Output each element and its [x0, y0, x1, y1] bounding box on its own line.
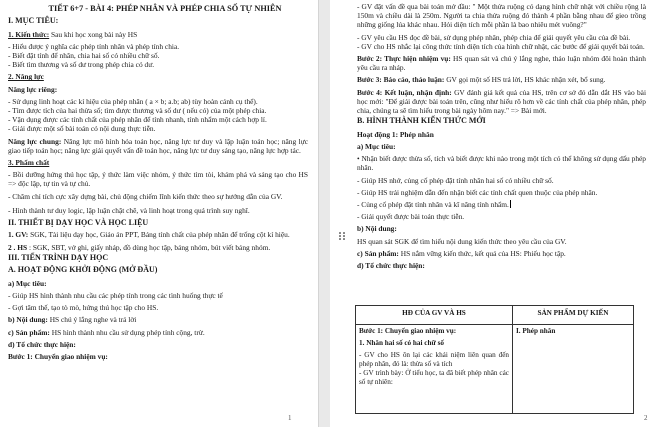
list-item: - Chăm chỉ tích cực xây dựng bài, chủ động chiếm lĩnh kiến thức theo sự hướng dẫn của GV.	[8, 191, 283, 201]
section-a-heading: A. HOẠT ĐỘNG KHỞI ĐỘNG (MỞ ĐẦU)	[8, 265, 158, 275]
hs-materials	[8, 243, 308, 252]
general-competence-label: Năng lực chung:	[8, 136, 62, 146]
knowledge-list	[8, 42, 308, 70]
list-item: - Sử dụng linh hoạt các kí hiệu của phép nhân ( a × b; a.b; ab) tùy hoàn cảnh cụ thể).	[8, 96, 258, 106]
general-competence-paragraph	[8, 137, 308, 155]
content-label: b) Nội dung:	[8, 315, 48, 325]
table-line: - GV cho HS ôn lại các khái niệm liên quan đến phép nhân, đó là: thừa số và tích	[359, 351, 509, 368]
content-label: b) Nội dung:	[357, 224, 397, 234]
specific-competence-list	[8, 97, 308, 134]
goal-label: a) Mục tiêu:	[8, 278, 47, 288]
step3-label: Bước 3: Báo cáo, thảo luận:	[357, 75, 445, 85]
general-competence-text: Năng lực mô hình hóa toán học, năng lực tư duy và lập luận toán học; năng lực giao tiếp toán học; năng lực giải quyết vấn đề toán học, năng lực tư duy sáng tạo, năng lực hợp tác.	[8, 136, 308, 155]
list-item[interactable]	[357, 200, 646, 209]
table-subheading: 1. Nhân hai số có hai chữ số	[359, 339, 444, 347]
document-page-1	[0, 0, 318, 427]
product-paragraph	[357, 249, 646, 258]
gv-materials	[8, 230, 308, 239]
goal-label: a) Mục tiêu:	[357, 141, 396, 151]
intro-paragraph: - GV đặt vấn đề qua bài toán mở đầu: " Một thửa ruộng có dạng hình chữ nhật với chiều rộng là 150m và chiều dài là 250m. Người ta chia thửa ruộng đó thành 4 phần bằng nhau để gieo trồng những giống lúa khác nhau. Hỏi diện tích mỗi phần là bao nhiêu mét vuông?"	[357, 2, 646, 30]
list-item: - Bồi dưỡng hứng thú học tập, ý thức làm việc nhóm, ý thức tìm tòi, khám phá và sáng tạo cho HS => độc lập, tự tin và tự chủ.	[8, 170, 308, 189]
list-item: - Giúp HS hình thành nhu cầu các phép tính trong các tình huống thực tế	[8, 291, 223, 301]
section-objectives-heading: I. MỤC TIÊU:	[8, 16, 59, 25]
page-number: 2	[644, 414, 648, 422]
knowledge-label: 1. Kiến thức:	[8, 29, 50, 39]
organize-label: d) Tổ chức thực hiện:	[357, 260, 425, 270]
list-item: - Biết tìm thương và số dư trong phép chia có dư.	[8, 60, 155, 70]
table-step-label: Bước 1: Chuyển giao nhiệm vụ:	[359, 327, 457, 335]
table-cell-product[interactable]	[513, 325, 634, 414]
competence-heading: 2. Năng lực	[8, 72, 44, 82]
table-cell-activity[interactable]	[356, 325, 513, 414]
list-item: - Gợi tâm thế, tạo tò mò, hứng thú học tập cho HS.	[8, 303, 159, 313]
list-item: - Tìm được tích của hai thừa số; tìm được thương và số dư ( nếu có) của một phép chia.	[8, 105, 267, 115]
section-process-heading: III. TIẾN TRÌNH DẠY HỌC	[8, 252, 109, 262]
product-label: c) Sản phẩm:	[357, 248, 399, 258]
lesson-title: TIẾT 6+7 - BÀI 4: PHÉP NHÂN VÀ PHÉP CHIA SỐ TỰ NHIÊN	[48, 4, 282, 13]
content-text: HS chú ý lắng nghe và trả lời	[47, 315, 137, 325]
list-item: - Giúp HS trải nghiệm dẫn đến nhận biết các tính chất quen thuộc của phép nhân.	[357, 187, 598, 197]
step3-text: GV gọi một số HS trả lời, HS khác nhận xét, bổ sung.	[444, 75, 606, 85]
table-header-activity: HĐ CỦA GV VÀ HS	[356, 306, 513, 325]
specific-competence-label: Năng lực riêng:	[8, 84, 58, 94]
step4-label: Bước 4: Kết luận, nhận định:	[357, 87, 452, 97]
page-1-content	[8, 4, 308, 361]
product-label: c) Sản phẩm:	[8, 327, 50, 337]
gv-text: SGK, Tài liệu dạy học, Giáo án PPT, Bảng tính chất của phép nhân để trống cột kí hiệu.	[28, 230, 290, 240]
list-item: - Giúp HS nhớ, củng cố phép đặt tính nhân hai số có nhiều chữ số.	[357, 175, 554, 185]
list-item: - Hình thành tư duy logic, lập luận chặt chẽ, và linh hoạt trong quá trình suy nghĩ.	[8, 205, 250, 215]
step2-paragraph	[357, 54, 646, 72]
drag-handle-icon[interactable]	[339, 232, 346, 240]
step2-label: Bước 2: Thực hiện nhiệm vụ:	[357, 54, 451, 64]
list-item: - Giải được một số bài toán có nội dung thực tiễn.	[8, 124, 156, 134]
activity1-heading: Hoạt động 1: Phép nhân	[357, 129, 434, 139]
section-equipment-heading: II. THIẾT BỊ DẠY HỌC VÀ HỌC LIỆU	[8, 217, 149, 227]
hs-text: : SGK, SBT, vở ghi, giấy nháp, đồ dùng học tập, bảng nhóm, bút viết bảng nhóm.	[27, 242, 271, 252]
page-2-content	[357, 2, 646, 270]
step4-text: GV đánh giá kết quả của HS, trên cơ sở đó dẫn dắt HS vào bài học mới: "Để giải được bài toán trên, cũng như hiểu rõ hơn về các tính chất của phép nhân, phép chia, chúng ta sẽ tìm hiểu trong bài ngày hôm nay." => Bài mới.	[357, 87, 646, 116]
text-cursor	[510, 200, 511, 208]
product-text: HS nắm vững kiến thức, kết quả của HS: Phiếu học tập.	[398, 248, 566, 258]
list-item: - Biết đặt tính để nhân, chia hai số có nhiều chữ số.	[8, 50, 160, 60]
page-gap-divider	[318, 0, 319, 427]
table-header-product: SẢN PHẨM DỰ KIẾN	[513, 306, 634, 325]
table-line: - GV trình bày: Ở tiểu học, ta đã biết phép nhân các số tự nhiên:	[359, 369, 509, 386]
step2-text: HS quan sát và chú ý lắng nghe, thảo luận nhóm đôi hoàn thành yêu cầu ra nháp.	[357, 54, 646, 73]
step1-label: Bước 1: Chuyển giao nhiệm vụ:	[8, 352, 108, 362]
lesson-plan-table	[355, 305, 634, 414]
table-product-heading: I. Phép nhân	[516, 327, 556, 335]
list-item: - Hiểu được ý nghĩa các phép tính nhân và phép tính chia.	[8, 41, 180, 51]
intro-paragraph: - GV cho HS nhắc lại công thức tính diện tích của hình chữ nhật, các bước để giải quyết bài toán.	[357, 41, 645, 51]
list-item: - Vận dụng được các tính chất của phép nhân để tính nhanh, tính nhẩm một cách hợp lí.	[8, 115, 267, 125]
hs-label: 2 . HS	[8, 242, 28, 252]
list-item: • Nhận biết được thừa số, tích và biết được khi nào trong một tích có thể không sử dụng dấu phép nhân.	[357, 154, 646, 173]
table-header-row	[356, 306, 634, 325]
table-row	[356, 325, 634, 414]
document-page-2	[330, 0, 650, 427]
knowledge-paragraph	[8, 30, 308, 39]
content-paragraph	[8, 315, 308, 324]
quality-heading: 3. Phẩm chất	[8, 157, 50, 167]
step3-paragraph	[357, 75, 646, 84]
content-text: HS quan sát SGK để tìm hiểu nội dung kiến thức theo yêu cầu của GV.	[357, 236, 567, 246]
step4-paragraph	[357, 88, 646, 116]
list-item-text: - Củng cố phép đặt tính nhân và kĩ năng tính nhẩm.	[357, 199, 509, 209]
knowledge-intro: Sau khi học xong bài này HS	[49, 29, 138, 39]
organize-label: d) Tổ chức thực hiện:	[8, 339, 76, 349]
intro-paragraph: - GV yêu cầu HS đọc đề bài, sử dụng phép nhân, phép chia để giải quyết yêu cầu của đề bài.	[357, 32, 631, 42]
product-text: HS hình thành nhu cầu sử dụng phép tính cộng, trừ.	[49, 327, 205, 337]
section-b-heading: B. HÌNH THÀNH KIẾN THỨC MỚI	[357, 116, 486, 126]
product-paragraph	[8, 328, 308, 337]
list-item: - Giải quyết được bài toán thực tiễn.	[357, 212, 465, 222]
gv-label: 1. GV:	[8, 230, 29, 240]
page-number: 1	[288, 414, 292, 422]
